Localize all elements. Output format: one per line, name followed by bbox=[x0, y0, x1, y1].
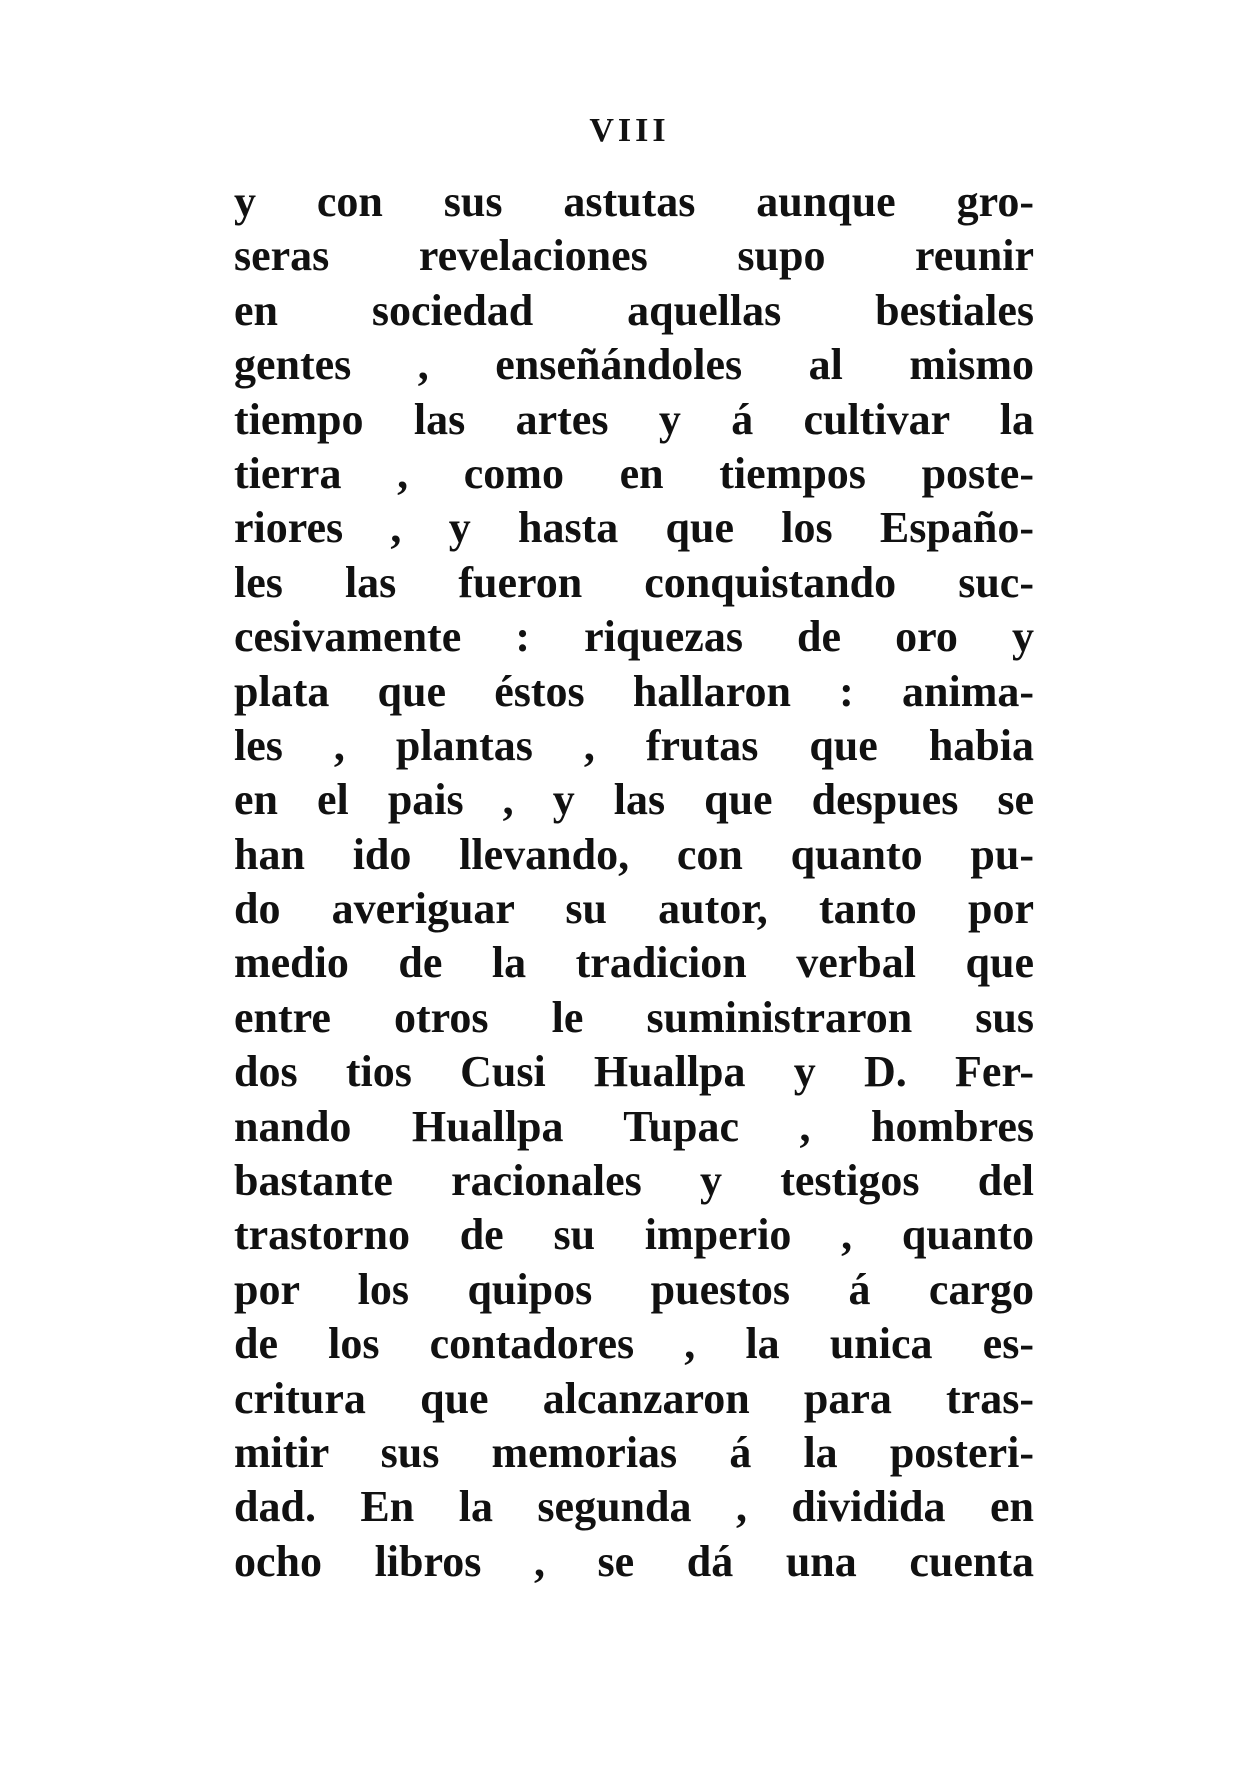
text-line: entre otros le suministraron sus bbox=[234, 992, 1034, 1042]
text-line: critura que alcanzaron para tras- bbox=[234, 1373, 1034, 1423]
text-line: seras revelaciones supo reunir bbox=[234, 231, 1034, 281]
text-line: gentes , enseñándoles al mismo bbox=[234, 340, 1034, 390]
text-line: do averiguar su autor, tanto por bbox=[234, 884, 1034, 934]
text-line: riores , y hasta que los Españo- bbox=[234, 503, 1034, 553]
text-line: ocho libros , se dá una cuenta bbox=[234, 1536, 1034, 1586]
text-line: les , plantas , frutas que habia bbox=[234, 720, 1034, 770]
text-line: cesivamente : riquezas de oro y bbox=[234, 612, 1034, 662]
text-line: trastorno de su imperio , quanto bbox=[234, 1210, 1034, 1260]
text-line: han ido llevando, con quanto pu- bbox=[234, 829, 1034, 879]
text-line: por los quipos puestos á cargo bbox=[234, 1264, 1034, 1314]
text-line: en sociedad aquellas bestiales bbox=[234, 285, 1034, 335]
text-line: en el pais , y las que despues se bbox=[234, 775, 1034, 825]
text-line: tierra , como en tiempos poste- bbox=[234, 448, 1034, 498]
text-line: les las fueron conquistando suc- bbox=[234, 557, 1034, 607]
text-line: de los contadores , la unica es- bbox=[234, 1319, 1034, 1369]
text-line: tiempo las artes y á cultivar la bbox=[234, 394, 1034, 444]
text-line: plata que éstos hallaron : anima- bbox=[234, 666, 1034, 716]
text-line: medio de la tradicion verbal que bbox=[234, 938, 1034, 988]
text-line: dad. En la segunda , dividida en bbox=[234, 1482, 1034, 1532]
text-line: bastante racionales y testigos del bbox=[234, 1156, 1034, 1206]
text-line: y con sus astutas aunque gro- bbox=[234, 177, 1034, 226]
text-line: dos tios Cusi Huallpa y D. Fer- bbox=[234, 1047, 1034, 1097]
text-line: mitir sus memorias á la posteri- bbox=[234, 1427, 1034, 1477]
body-text bbox=[234, 175, 1034, 1589]
text-line: nando Huallpa Tupac , hombres bbox=[234, 1101, 1034, 1151]
page-number: VIII bbox=[589, 112, 670, 149]
